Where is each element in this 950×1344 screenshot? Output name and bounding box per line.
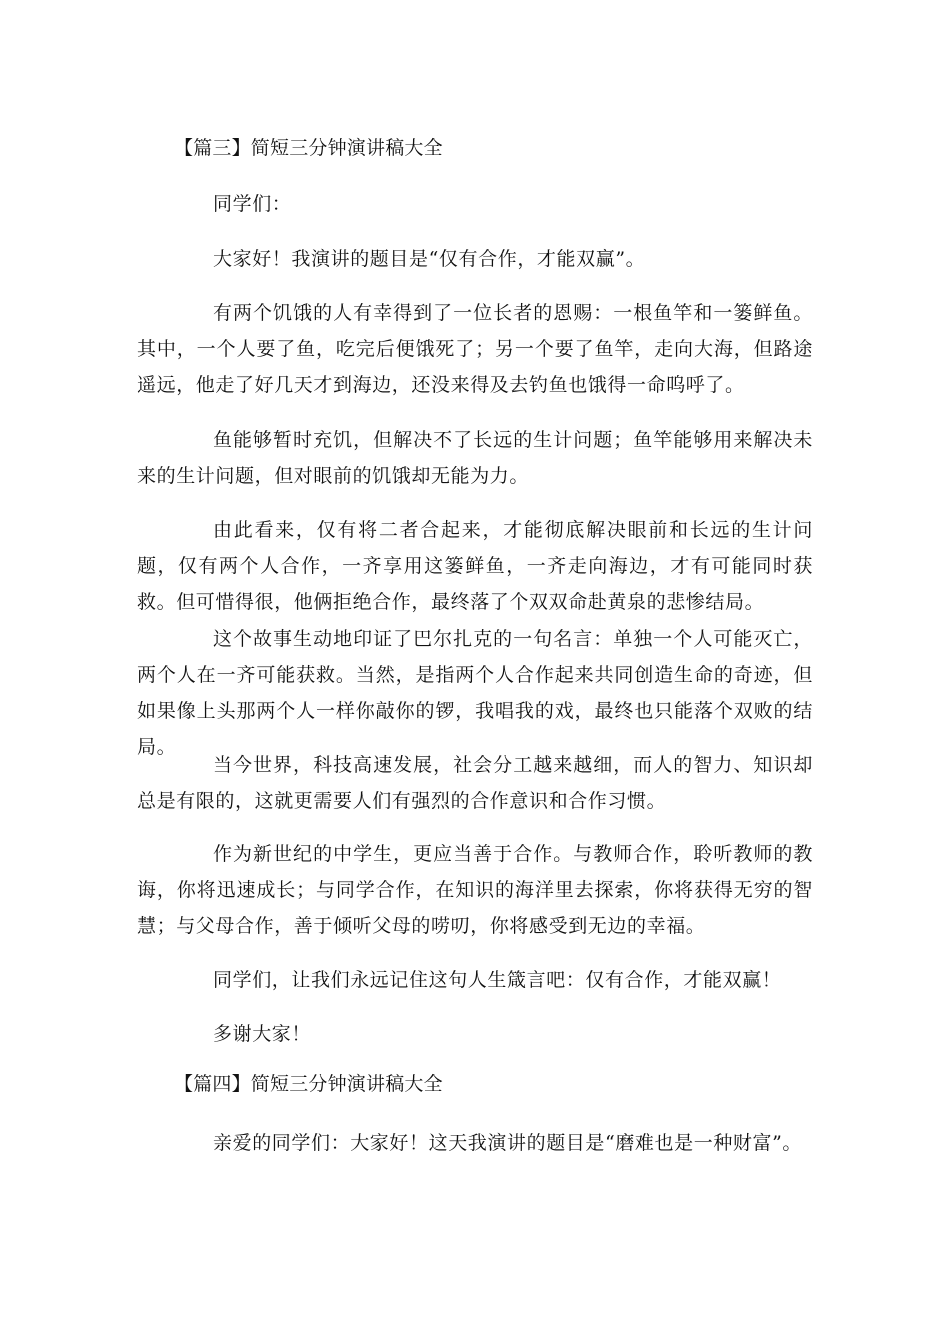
story-paragraph: 有两个饥饿的人有幸得到了一位长者的恩赐：一根鱼竿和一篓鲜鱼。其中，一个人要了鱼，吃完后便饿死了；另一个要了鱼竿，走向大海，但路途遥远，他走了好几天才到海边，还没来得及去钓鱼也饿得一命呜呼了。 bbox=[137, 302, 813, 396]
thanks-line: 多谢大家！ bbox=[213, 1023, 312, 1045]
fish-rod-paragraph: 鱼能够暂时充饥，但解决不了长远的生计问题；鱼竿能够用来解决未来的生计问题，但对眼前的饥饿却无能为力。 bbox=[137, 429, 813, 487]
section-heading-3: 【篇三】简短三分钟演讲稿大全 bbox=[174, 137, 443, 159]
intro-paragraph: 大家好！我演讲的题目是“仅有合作，才能双赢”。 bbox=[213, 248, 646, 270]
cooperation-paragraph: 作为新世纪的中学生，更应当善于合作。与教师合作，聆听教师的教诲，你将迅速成长；与同学合作，在知识的海洋里去探索，你将获得无穷的智慧；与父母合作，善于倾听父母的唠叨，你将感受到无边的幸福。 bbox=[137, 843, 813, 937]
balzac-quote-paragraph: 这个故事生动地印证了巴尔扎克的一句名言：单独一个人可能灭亡，两个人在一齐可能获救。当然，是指两个人合作起来共同创造生命的奇迹，但如果像上头那两个人一样你敲你的锣，我唱我的戏，最终也只能落个双败的结局。 bbox=[137, 628, 813, 758]
greeting-line: 同学们： bbox=[213, 193, 292, 215]
section-heading-4: 【篇四】简短三分钟演讲稿大全 bbox=[174, 1073, 443, 1095]
conclusion-paragraph: 由此看来，仅有将二者合起来，才能彻底解决眼前和长远的生计问题，仅有两个人合作，一齐享用这篓鲜鱼，一齐走向海边，才有可能同时获救。但可惜得很，他俩拒绝合作，最终落了个双双命赴黄泉的悲惨结局。 bbox=[137, 519, 813, 613]
modern-world-paragraph: 当今世界，科技高速发展，社会分工越来越细，而人的智力、知识却总是有限的，这就更需要人们有强烈的合作意识和合作习惯。 bbox=[137, 754, 813, 812]
section-4-opening: 亲爱的同学们：大家好！这天我演讲的题目是“磨难也是一种财富”。 bbox=[213, 1132, 803, 1154]
closing-motto: 同学们，让我们永远记住这句人生箴言吧：仅有合作，才能双赢！ bbox=[213, 969, 782, 991]
